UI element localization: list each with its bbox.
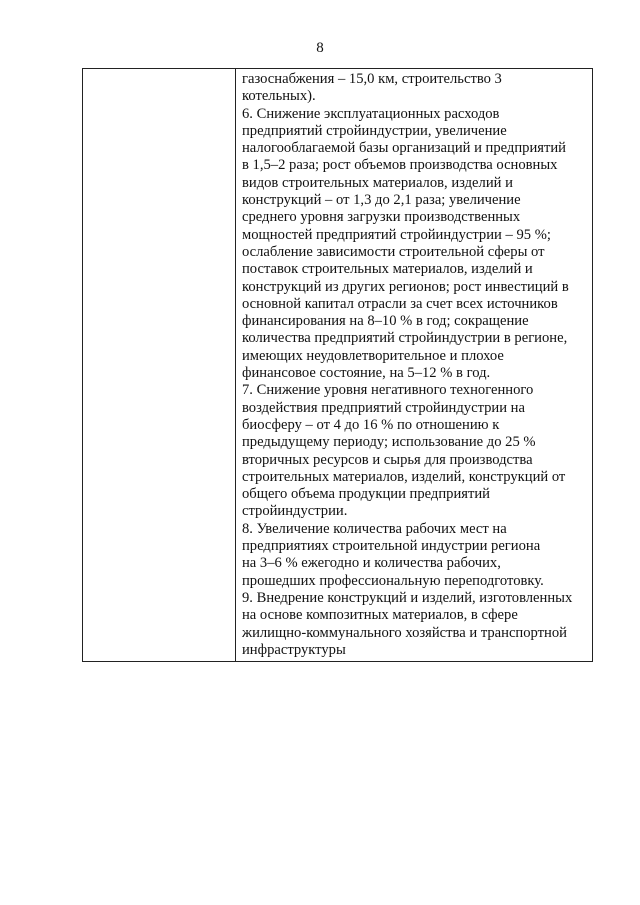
text-line: 9. Внедрение конструкций и изделий, изготовленных [242, 589, 573, 606]
text-line: общего объема продукции предприятий [242, 486, 490, 503]
text-line: поставок строительных материалов, изделий и [242, 261, 533, 278]
text-line: конструкций из других регионов; рост инвестиций в [242, 278, 569, 295]
text-line: среднего уровня загрузки производственных [242, 209, 521, 226]
cell-text [242, 71, 586, 659]
text-line: предприятий стройиндустрии, увеличение [242, 122, 507, 139]
text-line: мощностей предприятий стройиндустрии – 95 %; [242, 226, 551, 243]
text-line: воздействия предприятий стройиндустрии на [242, 399, 525, 416]
text-line: газоснабжения – 15,0 км, строительство 3 [242, 71, 502, 87]
text-line: биосферу – от 4 до 16 % по отношению к [242, 416, 500, 433]
text-line: количества предприятий стройиндустрии в регионе, [242, 330, 568, 347]
table-cell-right [236, 69, 593, 662]
page-number: 8 [316, 40, 324, 56]
text-line: стройиндустрии. [242, 503, 348, 520]
text-line: предыдущему периоду; использование до 25 % [242, 434, 536, 451]
text-line: финансовое состояние, на 5–12 % в год. [242, 365, 491, 382]
table-row [83, 69, 593, 662]
text-line: предприятиях строительной индустрии региона [242, 538, 541, 555]
text-line: строительных материалов, изделий, конструкций от [242, 468, 566, 485]
text-line: на основе композитных материалов, в сфере [242, 607, 518, 624]
text-line: ослабление зависимости строительной сферы от [242, 243, 545, 260]
text-line: видов строительных материалов, изделий и [242, 174, 513, 191]
document-table [82, 68, 593, 662]
text-line: 7. Снижение уровня негативного техногенного [242, 382, 534, 399]
text-line: имеющих неудовлетворительное и плохое [242, 347, 504, 364]
text-line: конструкций – от 1,3 до 2,1 раза; увеличение [242, 192, 521, 209]
text-line: финансирования на 8–10 % в год; сокращение [242, 313, 529, 330]
text-line: жилищно-коммунального хозяйства и транспортной [242, 624, 567, 641]
text-line: основной капитал отрасли за счет всех источников [242, 295, 558, 312]
text-line: 8. Увеличение количества рабочих мест на [242, 520, 507, 537]
text-line: на 3–6 % ежегодно и количества рабочих, [242, 555, 501, 572]
text-line: прошедших профессиональную переподготовку. [242, 572, 544, 589]
text-line: 6. Снижение эксплуатационных расходов [242, 105, 500, 122]
text-line: инфраструктуры [242, 641, 346, 658]
table-cell-left [83, 69, 236, 662]
text-line: налогооблагаемой базы организаций и предприятий [242, 140, 566, 157]
text-line: котельных). [242, 88, 316, 105]
text-line: в 1,5–2 раза; рост объемов производства основных [242, 157, 558, 174]
text-line: вторичных ресурсов и сырья для производства [242, 451, 533, 468]
